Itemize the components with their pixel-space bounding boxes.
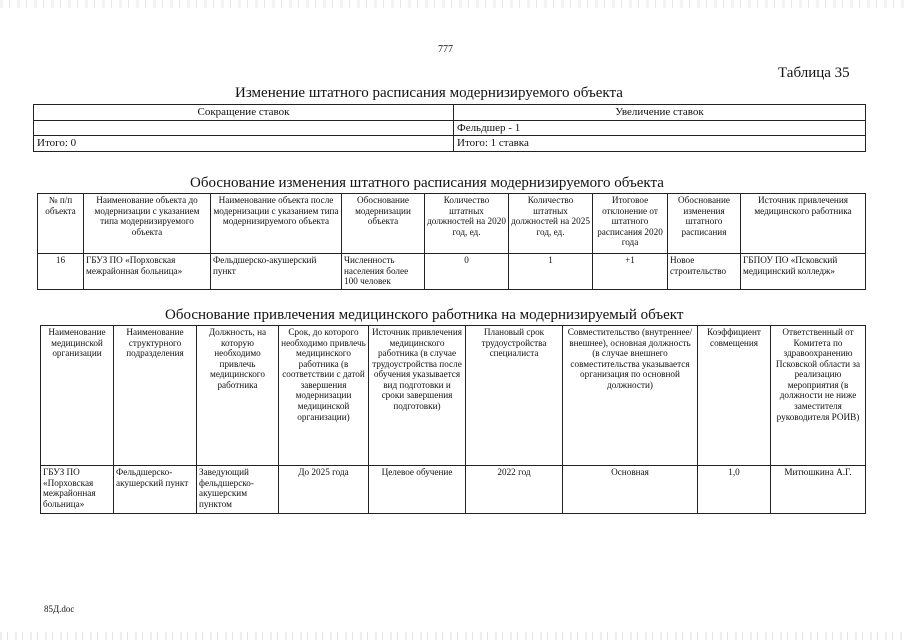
- table-cell: 1,0: [698, 466, 771, 514]
- table-cell: +1: [593, 254, 668, 290]
- reduction-value: [34, 120, 454, 136]
- header-cell: Срок, до которого необходимо привлечь медицинского работника (в соответствии с датой завершения модернизации медицинской организации): [279, 326, 369, 466]
- scan-noise-top: [0, 0, 905, 8]
- table-cell: ГБПОУ ПО «Псковский медицинский колледж»: [741, 254, 866, 290]
- header-cell: Количество штатных должностей на 2020 год, ед.: [425, 194, 509, 254]
- footer-filename: 85Д.doc: [44, 604, 75, 614]
- table-cell: Основная: [563, 466, 698, 514]
- header-cell: Плановый срок трудоустройства специалиста: [466, 326, 563, 466]
- header-cell: Источник привлечения медицинского работника (в случае трудоустройства после обучения указывается вид подготовки и сроки завершения подготовки): [369, 326, 466, 466]
- header-cell: Наименование структурного подразделения: [114, 326, 197, 466]
- reduction-total: Итого: 0: [34, 136, 454, 152]
- header-cell: Источник привлечения медицинского работника: [741, 194, 866, 254]
- table-cell: ГБУЗ ПО «Порховская межрайонная больница»: [41, 466, 114, 514]
- increase-value: Фельдшер - 1: [454, 120, 866, 136]
- header-cell: Количество штатных должностей на 2025 год, ед.: [509, 194, 593, 254]
- page-number: 777: [438, 44, 453, 55]
- header-cell: Совместительство (внутреннее/внешнее), основная должность (в случае внешнего совместительства указывается организация по основной должности): [563, 326, 698, 466]
- header-cell: № п/п объекта: [38, 194, 84, 254]
- table-cell: 16: [38, 254, 84, 290]
- table-cell: 2022 год: [466, 466, 563, 514]
- section2-title: Обоснование изменения штатного расписания модернизируемого объекта: [190, 175, 664, 191]
- increase-total: Итого: 1 ставка: [454, 136, 866, 152]
- reduction-header: Сокращение ставок: [34, 105, 454, 121]
- section3-title: Обоснование привлечения медицинского работника на модернизируемый объект: [165, 307, 684, 323]
- header-cell: Наименование объекта до модернизации с указанием типа модернизируемого объекта: [84, 194, 211, 254]
- table-cell: Целевое обучение: [369, 466, 466, 514]
- staffing-change-table: [33, 104, 866, 152]
- scan-noise-bottom: [0, 632, 905, 640]
- header-cell: Наименование медицинской организации: [41, 326, 114, 466]
- header-cell: Наименование объекта после модернизации с указанием типа модернизируемого объекта: [211, 194, 342, 254]
- header-cell: Обоснование изменения штатного расписания: [668, 194, 741, 254]
- header-cell: Коэффициент совмещения: [698, 326, 771, 466]
- justification-table: [37, 193, 866, 290]
- header-cell: Ответственный от Комитета по здравоохранению Псковской области за реализацию мероприятия (в должности не ниже заместителя руководителя РОИВ): [771, 326, 866, 466]
- table-label: Таблица 35: [778, 65, 850, 81]
- table-cell: Фельдшерско-акушерский пункт: [114, 466, 197, 514]
- header-cell: Обоснование модернизации объекта: [342, 194, 425, 254]
- table-cell: Численность населения более 100 человек: [342, 254, 425, 290]
- increase-header: Увеличение ставок: [454, 105, 866, 121]
- table-cell: ГБУЗ ПО «Порховская межрайонная больница»: [84, 254, 211, 290]
- table-cell: До 2025 года: [279, 466, 369, 514]
- table-cell: 1: [509, 254, 593, 290]
- header-cell: Должность, на которую необходимо привлечь медицинского работника: [197, 326, 279, 466]
- header-cell: Итоговое отклонение от штатного расписания 2020 года: [593, 194, 668, 254]
- table-cell: Заведующий фельдшерско-акушерским пунктом: [197, 466, 279, 514]
- section1-title: Изменение штатного расписания модернизируемого объекта: [235, 85, 623, 101]
- table-cell: Фельдшерско-акушерский пункт: [211, 254, 342, 290]
- table-cell: Новое строительство: [668, 254, 741, 290]
- table-cell: 0: [425, 254, 509, 290]
- recruitment-table: [40, 325, 866, 514]
- table-cell: Митюшкина А.Г.: [771, 466, 866, 514]
